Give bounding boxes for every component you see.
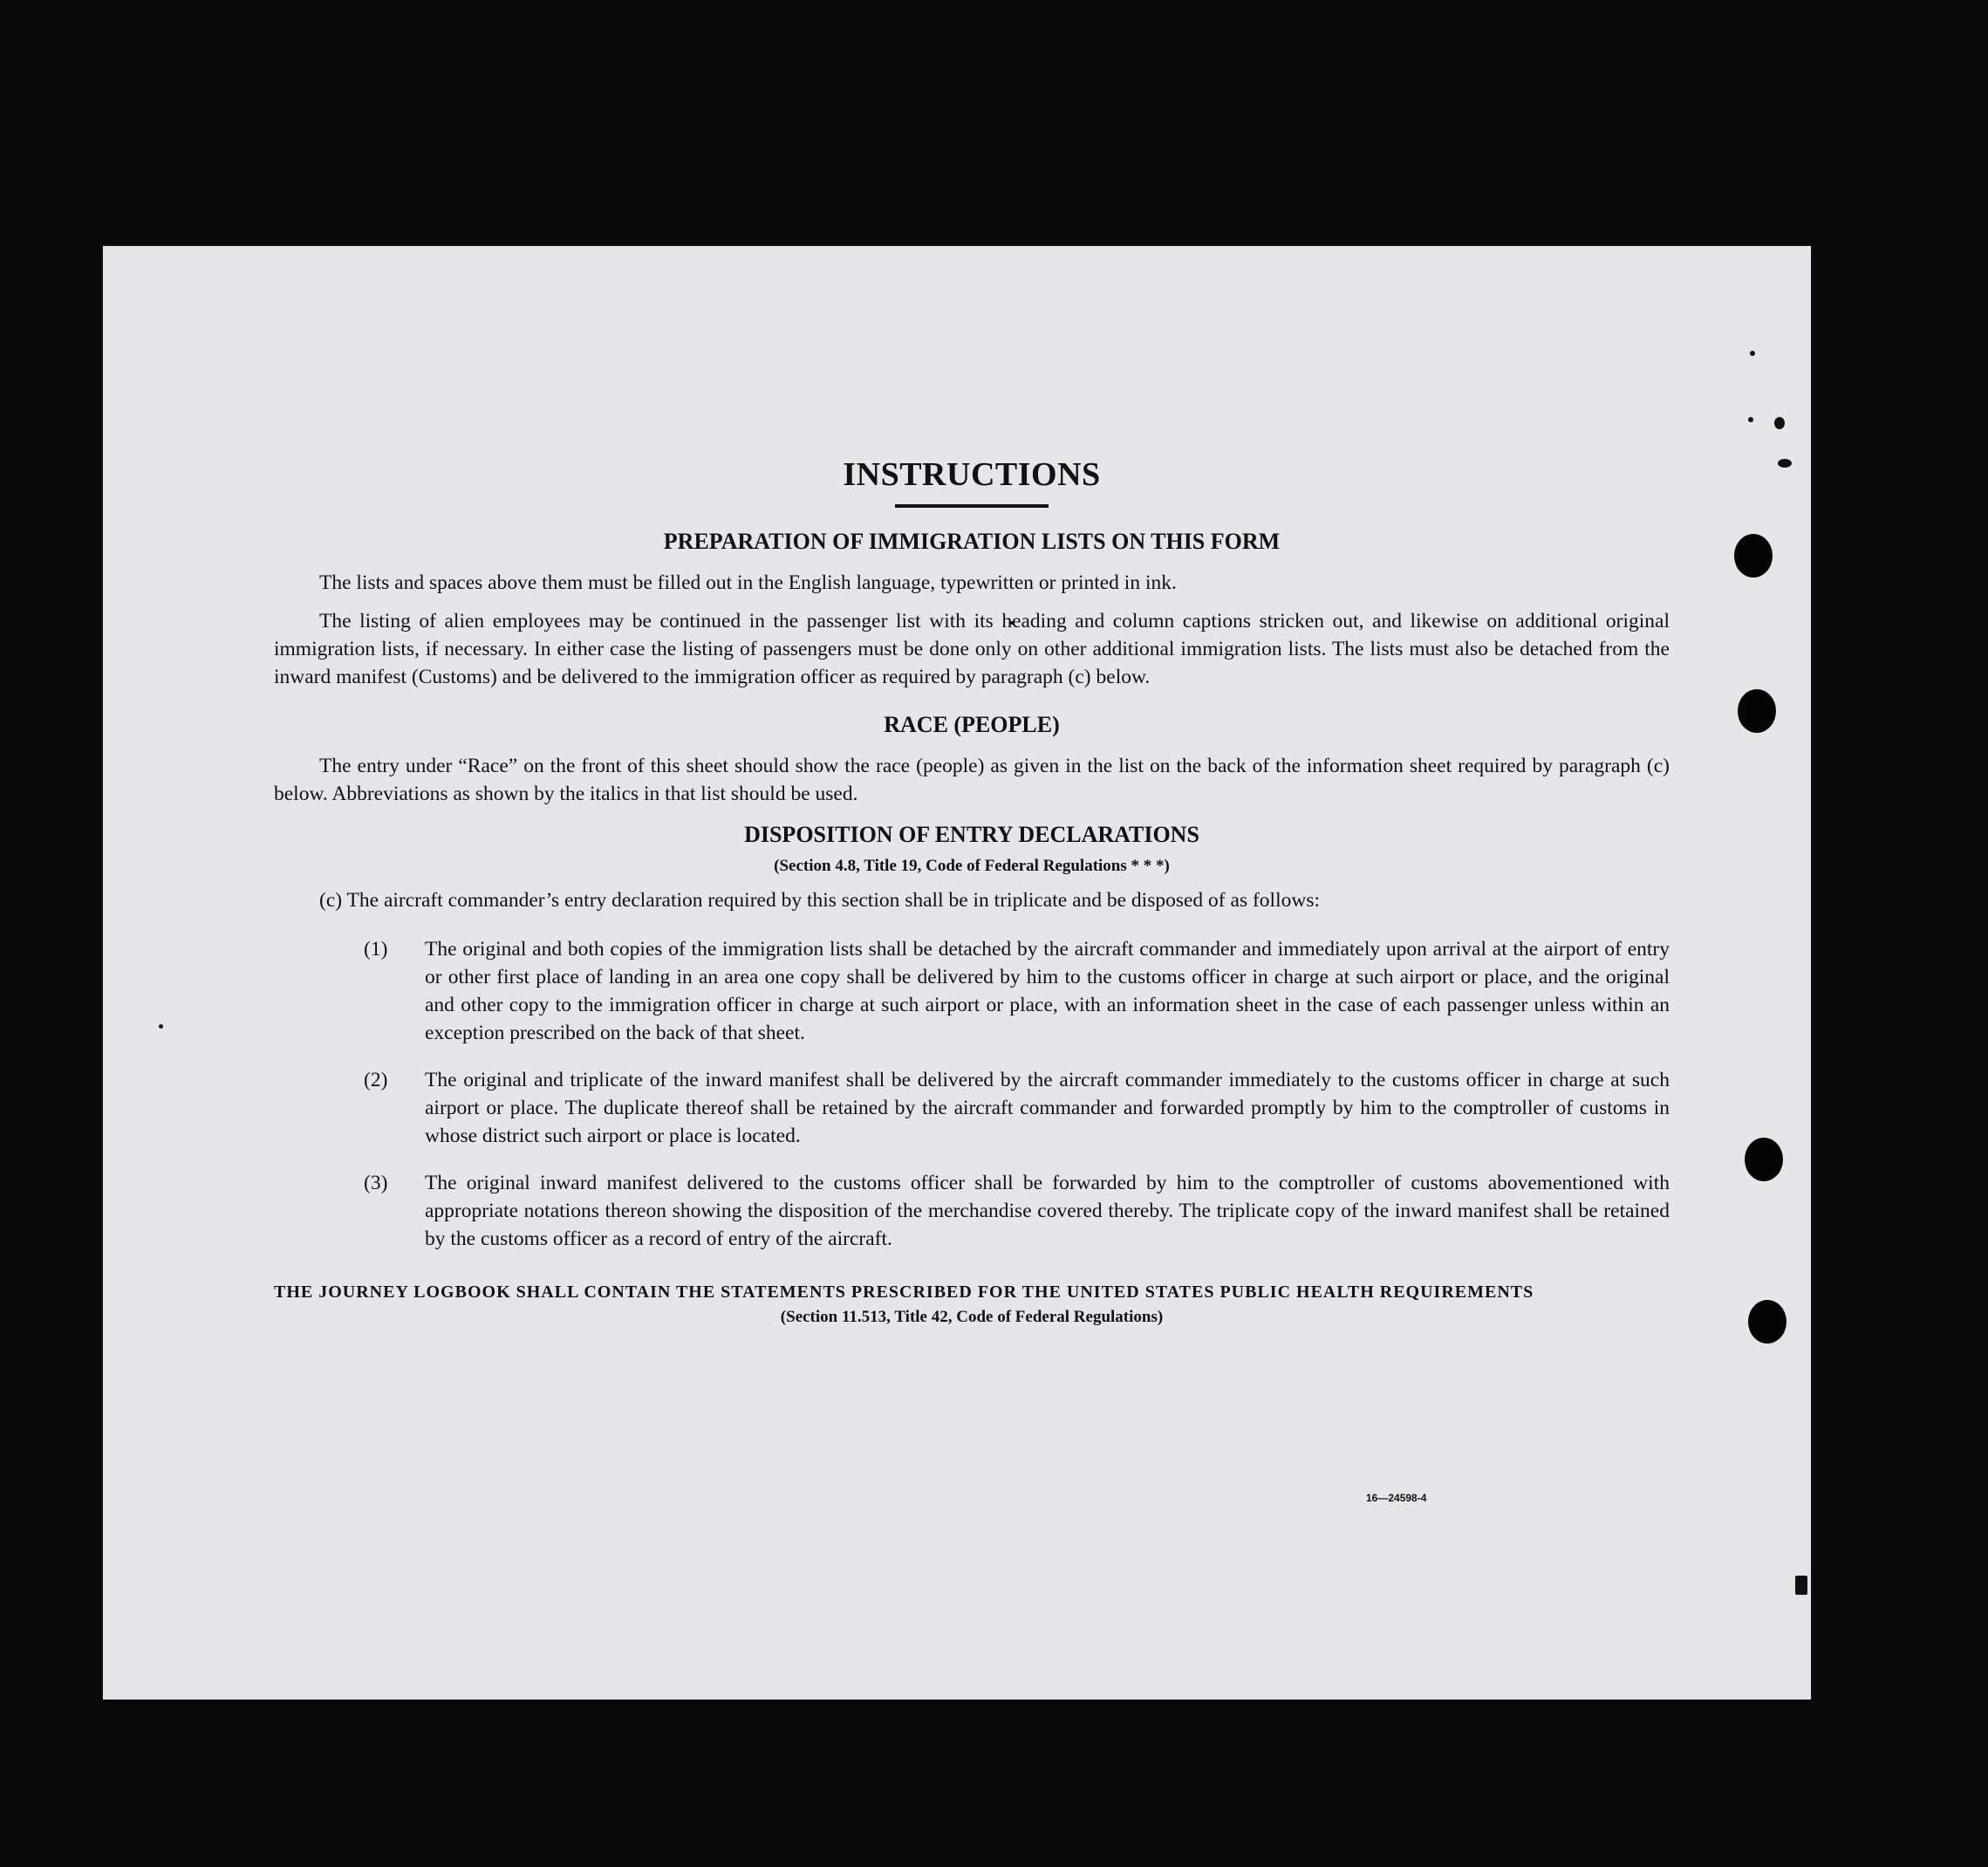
paragraph-c-intro: (c) The aircraft commander’s entry declaration required by this section shall be in triplicate and be disposed of as follows: — [319, 889, 1320, 912]
item-text: The original and triplicate of the inward manifest shall be delivered by the aircraft commander immediately to the customs officer in charge at such airport or place. The duplicate thereof shall be retained by the aircraft commander and forwarded promptly by him to the comptroller of customs in whose district such airport or place is located. — [425, 1069, 1670, 1147]
section-heading-disposition: DISPOSITION OF ENTRY DECLARATIONS — [744, 822, 1199, 847]
speck — [1750, 351, 1755, 356]
section-heading-race: RACE (PEOPLE) — [884, 712, 1060, 737]
list-item — [274, 1066, 1670, 1150]
punch-hole — [1734, 534, 1773, 578]
item-number: (2) — [364, 1069, 388, 1091]
item-number: (1) — [364, 938, 388, 961]
paragraph: The listing of alien employees may be continued in the passenger list with its heading and column captions stricken out, and likewise on additional original immigration lists, if necessary. In either case the listing of passengers must be done only on other additional immigration lists. The lists must also be detached from the inward manifest (Customs) and be delivered to the immigration officer as required by paragraph (c) below. — [274, 610, 1670, 688]
instructions-content — [274, 455, 1670, 1327]
document-sheet — [103, 246, 1811, 1699]
title-underline — [895, 504, 1049, 508]
speck — [159, 1024, 163, 1029]
list-item — [274, 1169, 1670, 1253]
page-title: INSTRUCTIONS — [843, 456, 1101, 493]
speck — [1778, 459, 1792, 468]
section-citation: (Section 4.8, Title 19, Code of Federal Regulations * * *) — [774, 857, 1170, 875]
form-number: 16—24598-4 — [1366, 1492, 1427, 1504]
punch-hole — [1745, 1138, 1783, 1181]
punch-hole — [1748, 1300, 1786, 1344]
punch-hole — [1738, 689, 1776, 733]
speck — [1795, 1576, 1807, 1595]
footer-citation: (Section 11.513, Title 42, Code of Federal Regulations) — [780, 1308, 1164, 1326]
paragraph: The lists and spaces above them must be filled out in the English language, typewritten or printed in ink. — [319, 571, 1177, 594]
footer-statement: THE JOURNEY LOGBOOK SHALL CONTAIN THE STATEMENTS PRESCRIBED FOR THE UNITED STATES PUBLIC HEALTH REQUIREMENTS — [274, 1282, 1534, 1302]
item-text: The original inward manifest delivered to the customs officer shall be forwarded by him to the comptroller of customs abovementioned with appropriate notations thereon showing the disposition of the merchandise covered thereby. The triplicate copy of the inward manifest shall be retained by the customs officer as a record of entry of the aircraft. — [425, 1172, 1670, 1250]
section-heading-preparation: PREPARATION OF IMMIGRATION LISTS ON THIS FORM — [663, 529, 1281, 554]
paragraph: The entry under “Race” on the front of this sheet should show the race (people) as given in the list on the back of the information sheet required by paragraph (c) below. Abbreviations as shown by the italics in that list should be used. — [274, 755, 1670, 805]
item-text: The original and both copies of the immigration lists shall be detached by the aircraft commander and immediately upon arrival at the airport of entry or other first place of landing in an area one copy shall be delivered by him to the customs officer in charge at such airport or place, and the original and other copy to the immigration officer in charge at such airport or place, with an information sheet in the case of each passenger unless within an exception prescribed on the back of that sheet. — [425, 938, 1670, 1044]
item-number: (3) — [364, 1172, 388, 1194]
speck — [1748, 417, 1753, 422]
list-item — [274, 935, 1670, 1047]
speck — [1774, 417, 1785, 429]
